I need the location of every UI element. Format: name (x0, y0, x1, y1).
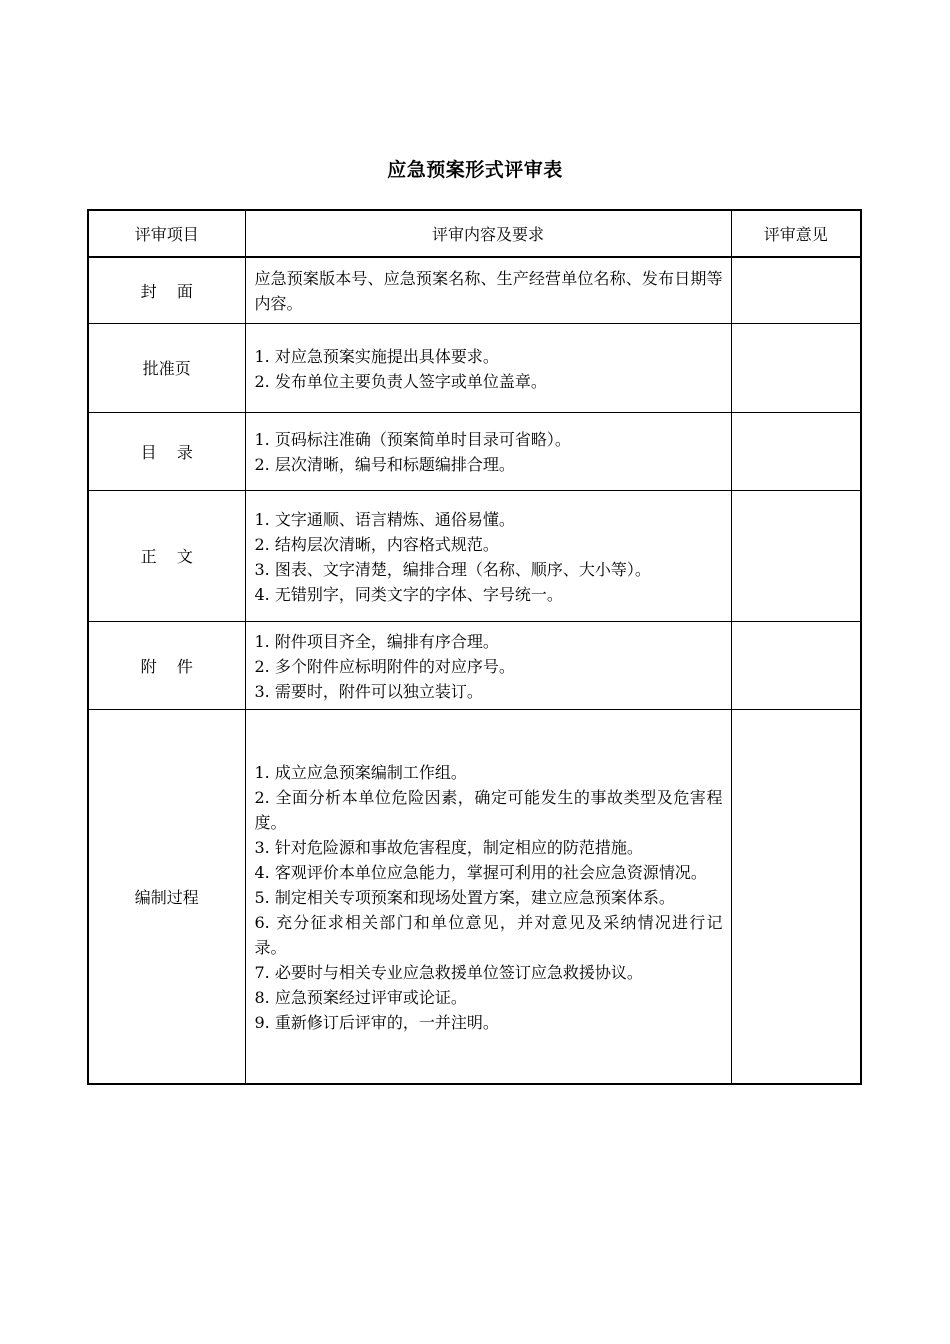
content-line: 1. 文字通顺、语言精炼、通俗易懂。 (254, 509, 515, 529)
content-cell (245, 323, 731, 412)
page-title: 应急预案形式评审表 (387, 159, 563, 181)
content-line: 3. 需要时，附件可以独立装订。 (254, 681, 483, 701)
opinion-cell[interactable] (731, 709, 861, 1084)
review-table (87, 209, 862, 1085)
opinion-cell[interactable] (731, 257, 861, 323)
content-line: 1. 附件项目齐全，编排有序合理。 (254, 631, 499, 651)
table-row (88, 412, 861, 490)
item-cell (88, 621, 245, 709)
content-line: 6. 充分征求相关部门和单位意见，并对意见及采纳情况进行记录。 (254, 912, 723, 957)
opinion-cell[interactable] (731, 490, 861, 621)
item-label: 封 面 (140, 281, 193, 301)
table-row (88, 257, 861, 323)
header-item: 评审项目 (88, 210, 245, 257)
item-cell (88, 257, 245, 323)
table-header (88, 210, 861, 257)
content-line: 2. 层次清晰，编号和标题编排合理。 (254, 455, 515, 474)
opinion-cell[interactable] (731, 323, 861, 412)
content-line: 3. 图表、文字清楚，编排合理（名称、顺序、大小等）。 (254, 559, 651, 579)
item-label: 附 件 (140, 656, 193, 676)
content-line: 2. 全面分析本单位危险因素，确定可能发生的事故类型及危害程度。 (254, 787, 723, 832)
item-cell (88, 709, 245, 1084)
content-line: 应急预案版本号、应急预案名称、生产经营单位名称、发布日期等内容。 (254, 269, 723, 314)
content-cell (245, 412, 731, 490)
item-label: 批准页 (142, 359, 191, 378)
content-line: 4. 客观评价本单位应急能力，掌握可利用的社会应急资源情况。 (254, 862, 707, 882)
content-line: 1. 成立应急预案编制工作组。 (254, 762, 467, 782)
content-line: 2. 多个附件应标明附件的对应序号。 (254, 656, 515, 676)
content-cell (245, 490, 731, 621)
item-label: 正 文 (140, 547, 193, 566)
opinion-cell[interactable] (731, 621, 861, 709)
header-content: 评审内容及要求 (245, 210, 731, 257)
item-cell (88, 323, 245, 412)
content-line: 5. 制定相关专项预案和现场处置方案，建立应急预案体系。 (254, 887, 675, 907)
table-row (88, 709, 861, 1084)
content-line: 7. 必要时与相关专业应急救援单位签订应急救援协议。 (254, 962, 643, 982)
content-line: 2. 结构层次清晰，内容格式规范。 (254, 534, 499, 554)
content-line: 9. 重新修订后评审的，一并注明。 (254, 1012, 499, 1032)
content-cell (245, 709, 731, 1084)
table-row (88, 323, 861, 412)
item-cell (88, 490, 245, 621)
item-label: 目 录 (140, 442, 193, 462)
content-line: 3. 针对危险源和事故危害程度，制定相应的防范措施。 (254, 837, 643, 857)
content-line: 8. 应急预案经过评审或论证。 (254, 987, 467, 1007)
table-row (88, 621, 861, 709)
content-line: 2. 发布单位主要负责人签字或单位盖章。 (254, 371, 547, 391)
content-cell (245, 257, 731, 323)
content-line: 1. 对应急预案实施提出具体要求。 (254, 346, 499, 366)
item-cell (88, 412, 245, 490)
header-opinion: 评审意见 (731, 210, 861, 257)
content-line: 4. 无错别字，同类文字的字体、字号统一。 (254, 584, 563, 604)
content-cell (245, 621, 731, 709)
content-line: 1. 页码标注准确（预案简单时目录可省略）。 (254, 430, 571, 449)
opinion-cell[interactable] (731, 412, 861, 490)
item-label: 编制过程 (134, 887, 199, 907)
table-row (88, 490, 861, 621)
